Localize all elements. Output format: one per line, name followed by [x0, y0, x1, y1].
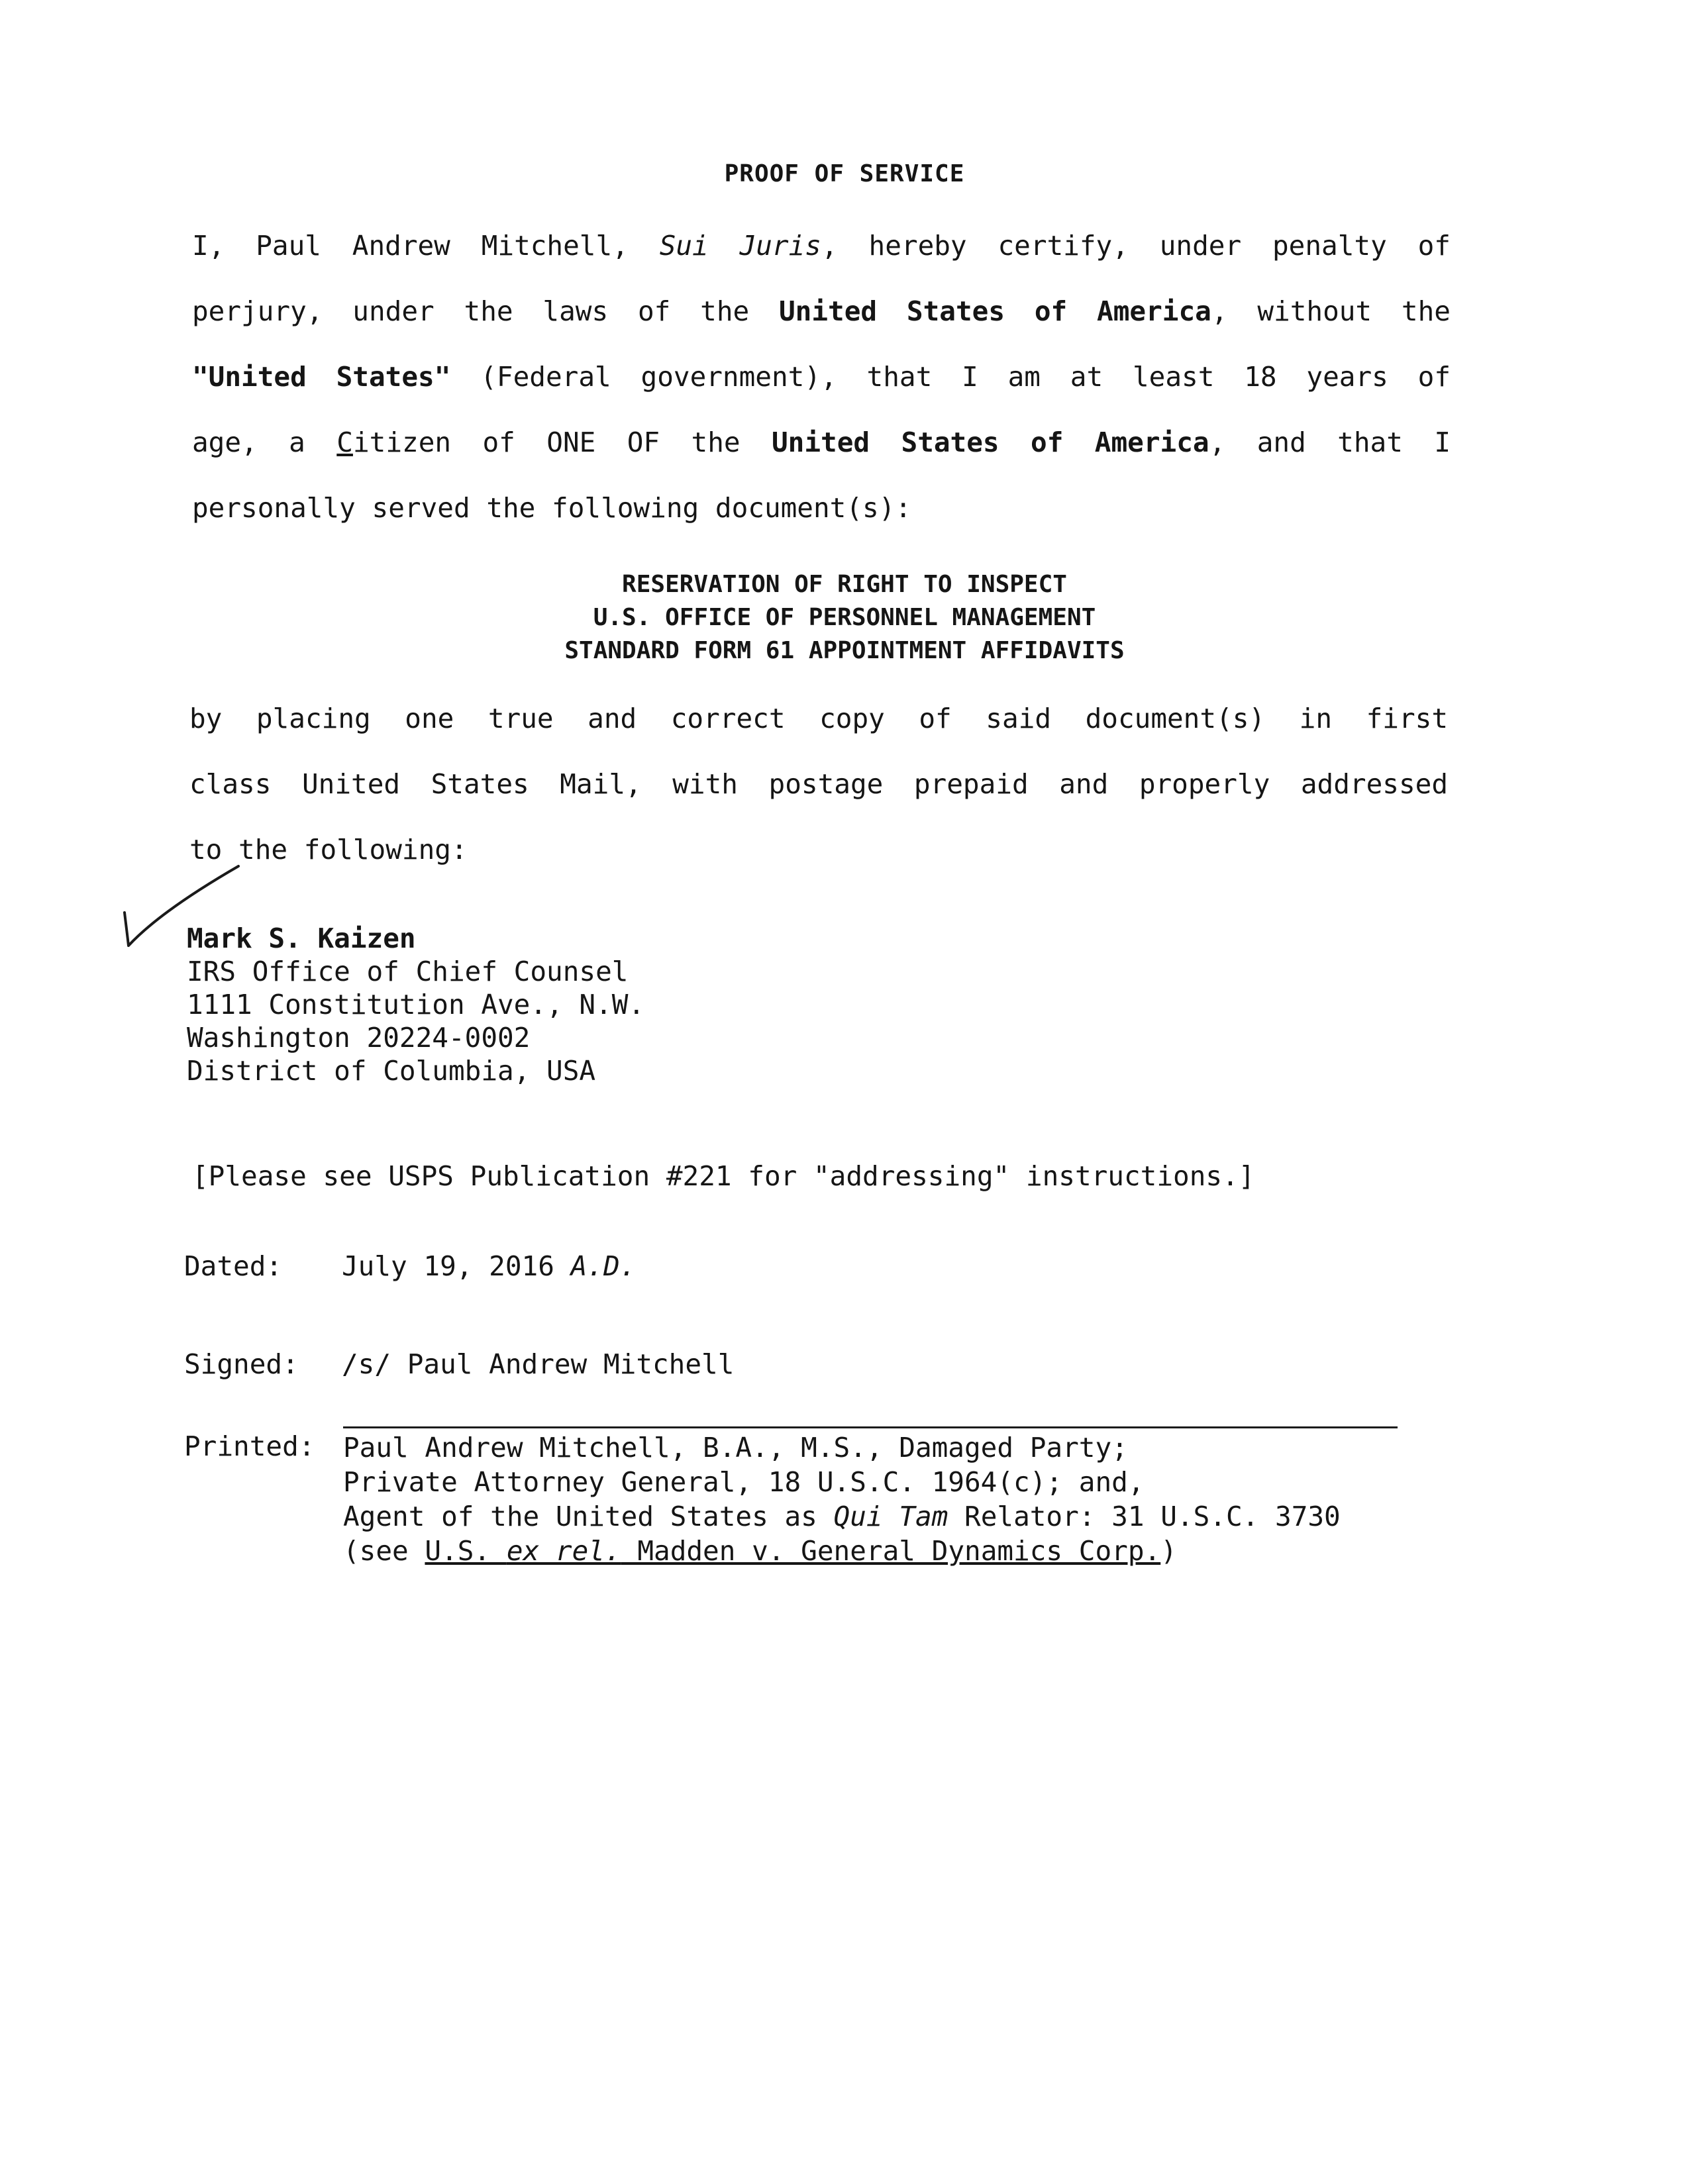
printed-name-block — [343, 1430, 1341, 1568]
recipient-office: IRS Office of Chief Counsel — [187, 956, 629, 987]
text: perjury, under the laws of the — [192, 295, 779, 327]
printed-line-3 — [343, 1499, 1341, 1534]
dated-value: July 19, 2016 — [342, 1250, 554, 1282]
usa-bold-text: United States of America — [779, 295, 1211, 327]
doc-title-line-1: RESERVATION OF RIGHT TO INSPECT — [622, 571, 1067, 598]
certification-line-5: personally served the following document(s): — [192, 492, 912, 524]
service-line-3: to the following: — [189, 834, 468, 866]
text: (see — [343, 1535, 425, 1567]
recipient-address — [187, 922, 644, 1087]
certification-paragraph — [192, 213, 1451, 541]
service-line-2: class United States Mail, with postage prepaid and properly addressed — [189, 768, 1448, 800]
service-method-paragraph — [189, 686, 1448, 883]
usa-bold-text: United States of America — [771, 426, 1209, 458]
dated-era: A.D. — [570, 1250, 637, 1282]
certification-line-3 — [192, 344, 1451, 410]
served-document-title — [0, 568, 1689, 668]
certification-line-4 — [192, 410, 1451, 475]
printed-label: Printed: — [184, 1430, 315, 1462]
signed-row — [184, 1348, 734, 1380]
dated-row — [184, 1250, 636, 1282]
signature-line — [343, 1426, 1398, 1428]
page-title: PROOF OF SERVICE — [724, 160, 965, 187]
recipient-region: District of Columbia, USA — [187, 1055, 596, 1087]
text: Relator: 31 U.S.C. 3730 — [948, 1501, 1341, 1532]
text: , and that I — [1209, 426, 1451, 458]
printed-label-row — [184, 1430, 342, 1462]
qui-tam-text: Qui Tam — [833, 1501, 948, 1532]
signed-value: /s/ Paul Andrew Mitchell — [342, 1348, 735, 1380]
citizen-underlined-letter: C — [336, 426, 353, 458]
text: (Federal government), that I am at least 18 years of — [450, 361, 1451, 393]
printed-line-4 — [343, 1534, 1341, 1568]
text: ) — [1160, 1535, 1177, 1567]
certification-line-1 — [192, 213, 1451, 279]
us-bold-text: "United States" — [192, 361, 451, 393]
dated-label: Dated: — [184, 1250, 283, 1282]
text: itizen of ONE OF the — [352, 426, 772, 458]
certification-line-2 — [192, 279, 1451, 344]
signed-label: Signed: — [184, 1348, 299, 1380]
sui-juris-text: Sui Juris — [659, 230, 821, 262]
printed-line-1: Paul Andrew Mitchell, B.A., M.S., Damaged Party; — [343, 1432, 1128, 1464]
text: , without the — [1211, 295, 1451, 327]
text: age, a — [192, 426, 337, 458]
doc-title-line-3: STANDARD FORM 61 APPOINTMENT AFFIDAVITS — [564, 637, 1125, 664]
case-citation-part: U.S. — [425, 1535, 507, 1567]
service-line-1: by placing one true and correct copy of said document(s) in first — [189, 703, 1448, 734]
printed-line-2: Private Attorney General, 18 U.S.C. 1964(c); and, — [343, 1466, 1145, 1498]
case-citation-italic: ex rel. — [506, 1535, 621, 1567]
recipient-name: Mark S. Kaizen — [187, 922, 416, 954]
recipient-street: 1111 Constitution Ave., N.W. — [187, 989, 645, 1020]
text: Agent of the United States as — [343, 1501, 834, 1532]
doc-title-line-2: U.S. OFFICE OF PERSONNEL MANAGEMENT — [593, 604, 1096, 631]
recipient-city: Washington 20224-0002 — [187, 1022, 531, 1054]
text: I, Paul Andrew Mitchell, — [192, 230, 660, 262]
text: , hereby certify, under penalty of — [821, 230, 1451, 262]
case-citation-part: Madden v. General Dynamics Corp. — [621, 1535, 1161, 1567]
addressing-note: [Please see USPS Publication #221 for "addressing" instructions.] — [192, 1160, 1255, 1192]
